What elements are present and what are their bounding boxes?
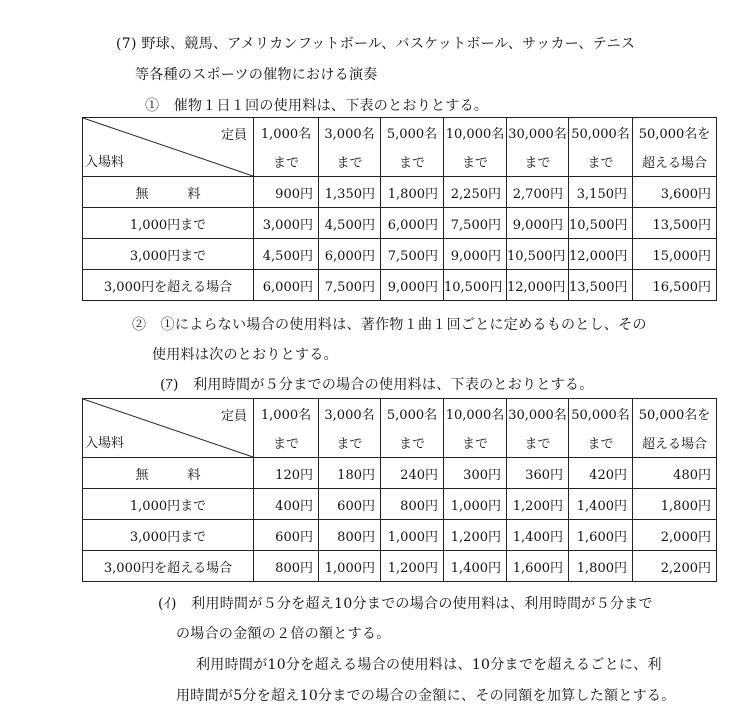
fee-cell: 1,600円 (507, 551, 569, 582)
column-header-top: 3,000名 (319, 399, 381, 429)
fee-cell: 800円 (319, 520, 381, 551)
column-header-bottom: まで (254, 147, 319, 177)
fee-cell: 9,000円 (444, 239, 507, 270)
fee-cell: 600円 (319, 489, 381, 520)
fee-cell: 800円 (381, 489, 444, 520)
fee-cell: 3,000円 (254, 208, 319, 239)
fee-cell: 2,250円 (444, 177, 507, 208)
fee-cell: 3,150円 (569, 177, 633, 208)
column-header-top: 50,000名 (569, 399, 633, 429)
item-2b-line-3: 利用時間が10分を超える場合の使用料は、10分までを超えるごとに、利 (196, 657, 662, 673)
column-header-top: 1,000名 (254, 118, 319, 148)
column-header-bottom: まで (569, 428, 633, 458)
fee-cell: 180円 (319, 458, 381, 489)
item-2b-line-2: の場合の金額の２倍の額とする。 (176, 626, 391, 642)
fee-cell: 7,500円 (319, 270, 381, 301)
fee-cell: 480円 (633, 458, 717, 489)
row-label: 無 料 (83, 458, 254, 489)
fee-cell: 4,500円 (319, 208, 381, 239)
column-header-bottom: 超える場合 (633, 147, 717, 177)
fee-cell: 1,350円 (319, 177, 381, 208)
fee-cell: 1,800円 (569, 551, 633, 582)
fee-cell: 1,000円 (381, 520, 444, 551)
fee-cell: 900円 (254, 177, 319, 208)
fee-cell: 2,700円 (507, 177, 569, 208)
fee-table-1 (82, 117, 717, 301)
fee-cell: 7,500円 (381, 239, 444, 270)
fee-cell: 13,500円 (569, 270, 633, 301)
fee-cell: 12,000円 (569, 239, 633, 270)
fee-cell: 6,000円 (381, 208, 444, 239)
column-header-top: 30,000名 (507, 399, 569, 429)
fee-cell: 9,000円 (381, 270, 444, 301)
fee-cell: 1,000円 (444, 489, 507, 520)
fee-cell: 1,000円 (319, 551, 381, 582)
fee-cell: 400円 (254, 489, 319, 520)
fee-cell: 4,500円 (254, 239, 319, 270)
heading-line-1: (7) 野球、競馬、アメリカンフットボール、バスケットボール、サッカー、テニス (116, 36, 636, 52)
header-row (83, 399, 717, 429)
fee-table-2 (82, 398, 717, 582)
column-header-bottom: まで (381, 428, 444, 458)
fee-cell: 1,200円 (444, 520, 507, 551)
row-label: 3,000円まで (83, 239, 254, 270)
header-row (83, 118, 717, 148)
fee-cell: 7,500円 (444, 208, 507, 239)
column-header-top: 30,000名 (507, 118, 569, 148)
item-2b-line-4: 用時間が5分を超え10分までの場合の金額に、その同額を加算した額とする。 (176, 688, 676, 704)
fee-cell: 1,400円 (444, 551, 507, 582)
item-1-text: ① 催物１日１回の使用料は、下表のとおりとする。 (145, 98, 489, 114)
table-row (83, 520, 717, 551)
fee-cell: 10,500円 (444, 270, 507, 301)
fee-cell: 10,500円 (569, 208, 633, 239)
item-2-line-1: ② ①によらない場合の使用料は、著作物１曲１回ごとに定めるものとし、その (132, 317, 647, 333)
fee-cell: 420円 (569, 458, 633, 489)
column-header-bottom: まで (507, 147, 569, 177)
corner-cell (83, 118, 254, 177)
table-row (83, 489, 717, 520)
fee-cell: 2,000円 (633, 520, 717, 551)
fee-cell: 3,600円 (633, 177, 717, 208)
corner-fee-label: 入場料 (85, 155, 125, 170)
fee-cell: 1,400円 (507, 520, 569, 551)
row-label: 3,000円まで (83, 520, 254, 551)
column-header-top: 50,000名を (633, 399, 717, 429)
row-label: 1,000円まで (83, 208, 254, 239)
column-header-top: 50,000名を (633, 118, 717, 148)
table-row (83, 458, 717, 489)
column-header-top: 10,000名 (444, 399, 507, 429)
column-header-bottom: まで (444, 428, 507, 458)
column-header-top: 5,000名 (381, 118, 444, 148)
column-header-bottom: まで (444, 147, 507, 177)
fee-cell: 120円 (254, 458, 319, 489)
fee-cell: 16,500円 (633, 270, 717, 301)
table-row (83, 239, 717, 270)
row-label: 3,000円を超える場合 (83, 270, 254, 301)
fee-cell: 9,000円 (507, 208, 569, 239)
fee-cell: 1,200円 (507, 489, 569, 520)
column-header-bottom: まで (381, 147, 444, 177)
fee-cell: 13,500円 (633, 208, 717, 239)
column-header-bottom: 超える場合 (633, 428, 717, 458)
heading-line-2: 等各種のスポーツの催物における演奏 (135, 67, 378, 83)
column-header-bottom: まで (319, 428, 381, 458)
corner-fee-label: 入場料 (85, 436, 125, 451)
item-2b-line-1: (ｲ) 利用時間が５分を超え10分までの場合の使用料は、利用時間が５分まで (158, 596, 653, 612)
corner-cell (83, 399, 254, 458)
fee-cell: 2,200円 (633, 551, 717, 582)
fee-cell: 1,200円 (381, 551, 444, 582)
fee-cell: 1,800円 (633, 489, 717, 520)
column-header-top: 3,000名 (319, 118, 381, 148)
column-header-top: 50,000名 (569, 118, 633, 148)
column-header-bottom: まで (254, 428, 319, 458)
fee-cell: 1,400円 (569, 489, 633, 520)
fee-cell: 12,000円 (507, 270, 569, 301)
fee-cell: 10,500円 (507, 239, 569, 270)
table-row (83, 270, 717, 301)
fee-cell: 240円 (381, 458, 444, 489)
row-label: 1,000円まで (83, 489, 254, 520)
fee-cell: 1,600円 (569, 520, 633, 551)
fee-cell: 360円 (507, 458, 569, 489)
column-header-top: 1,000名 (254, 399, 319, 429)
fee-cell: 15,000円 (633, 239, 717, 270)
column-header-bottom: まで (507, 428, 569, 458)
table-row (83, 177, 717, 208)
fee-cell: 1,800円 (381, 177, 444, 208)
column-header-top: 5,000名 (381, 399, 444, 429)
column-header-top: 10,000名 (444, 118, 507, 148)
item-2-line-2: 使用料は次のとおりとする。 (152, 347, 338, 363)
column-header-bottom: まで (319, 147, 381, 177)
corner-capacity-label: 定員 (220, 409, 247, 424)
fee-cell: 600円 (254, 520, 319, 551)
row-label: 3,000円を超える場合 (83, 551, 254, 582)
table-row (83, 208, 717, 239)
fee-cell: 300円 (444, 458, 507, 489)
corner-capacity-label: 定員 (220, 128, 247, 143)
column-header-bottom: まで (569, 147, 633, 177)
row-label: 無 料 (83, 177, 254, 208)
fee-cell: 6,000円 (254, 270, 319, 301)
fee-cell: 6,000円 (319, 239, 381, 270)
item-2a-text: (ｱ) 利用時間が５分までの場合の使用料は、下表のとおりとする。 (160, 377, 594, 393)
fee-cell: 800円 (254, 551, 319, 582)
table-row (83, 551, 717, 582)
